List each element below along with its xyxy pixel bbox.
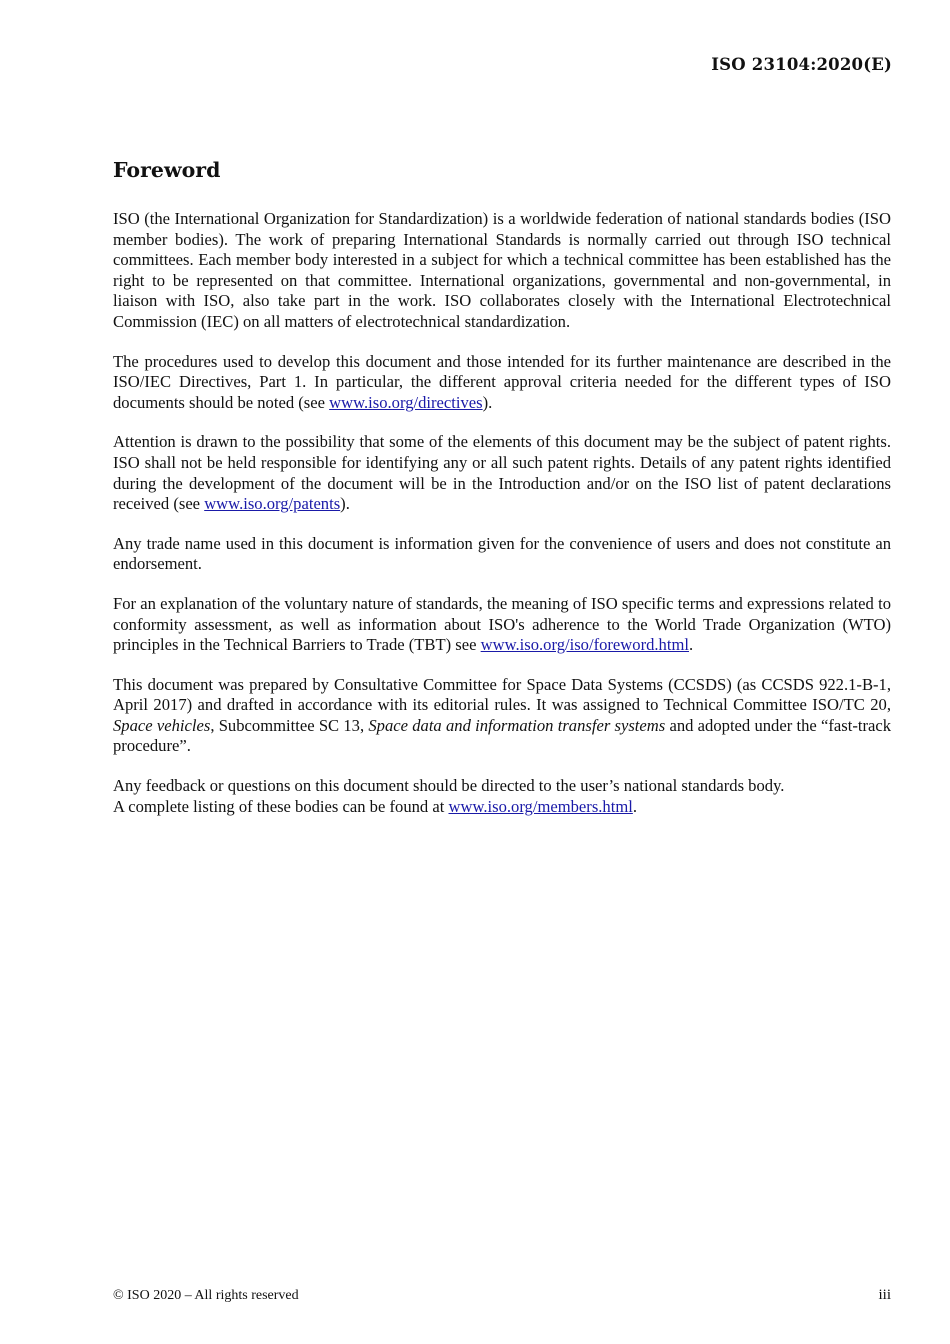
document-id: ISO 23104:2020(E) — [711, 55, 892, 74]
paragraph-text: This document was prepared by Consultative Committee for Space Data Systems (CCSDS) (as CCSDS 922.1-B-1, April 2017) and drafted in accordance with its editorial rules. It was assigned to Technical Committee ISO/TC 20, — [113, 674, 891, 715]
foreword-section — [113, 156, 891, 836]
paragraph-voluntary-nature — [113, 594, 891, 656]
section-title: Foreword — [113, 158, 221, 182]
members-link[interactable]: www.iso.org/members.html — [448, 796, 633, 816]
paragraph-text: For an explanation of the voluntary nature of standards, the meaning of ISO specific terms and expressions related to conformity assessment, as well as information about ISO's adherence to the World Trade Organization (WTO) principles in the Technical Barriers to Trade (TBT) see — [113, 593, 891, 655]
page-number: iii — [878, 1287, 891, 1303]
paragraph-text: . — [688, 635, 694, 655]
patents-link[interactable]: www.iso.org/patents — [204, 494, 341, 514]
paragraph-patents — [113, 432, 891, 514]
foreword-link[interactable]: www.iso.org/iso/foreword.html — [480, 635, 689, 655]
paragraph-preparation — [113, 675, 891, 757]
paragraph-trade-name: Any trade name used in this document is information given for the convenience of users and does not constitute an endorsement. — [113, 533, 891, 574]
paragraph-feedback — [113, 776, 891, 817]
copyright-notice: © ISO 2020 – All rights reserved — [113, 1288, 299, 1303]
paragraph-text: and adopted under the “fast-track procedure”. — [113, 715, 892, 756]
paragraph-text: , Subcommittee SC 13, — [210, 715, 369, 735]
subcommittee-name: Space data and information transfer systems — [368, 715, 666, 735]
paragraph-procedures — [113, 352, 891, 414]
paragraph-text: The procedures used to develop this document and those intended for its further maintenance are described in the ISO/IEC Directives, Part 1. In particular, the different approval criteria needed for the different types of ISO documents should be noted (see — [113, 351, 891, 412]
committee-name: Space vehicles — [113, 715, 211, 735]
directives-link[interactable]: www.iso.org/directives — [329, 392, 483, 412]
paragraph-text: ). — [482, 392, 493, 412]
paragraph-text: . — [632, 796, 638, 816]
paragraph-text: ). — [340, 494, 350, 514]
paragraph-text: A complete listing of these bodies can be found at — [113, 796, 449, 816]
paragraph-iso-intro: ISO (the International Organization for Standardization) is a worldwide federation of national standards bodies (ISO member bodies). The work of preparing International Standards is normally carried out through ISO technical committees. Each member body interested in a subject for which a technical committee has been established has the right to be represented on that committee. International organizations, governmental and non-governmental, in liaison with ISO, also take part in the work. ISO collaborates closely with the International Electrotechnical Commission (IEC) on all matters of electrotechnical standardization. — [113, 209, 891, 331]
paragraph-text: Any feedback or questions on this document should be directed to the user’s national standards body. — [113, 776, 785, 796]
paragraph-text: Attention is drawn to the possibility that some of the elements of this document may be the subject of patent rights. ISO shall not be held responsible for identifying any or all such patent rights. Details of any patent rights identified during the development of the document will be in the Introduction and/or on the ISO list of patent declarations received (see — [113, 432, 891, 514]
